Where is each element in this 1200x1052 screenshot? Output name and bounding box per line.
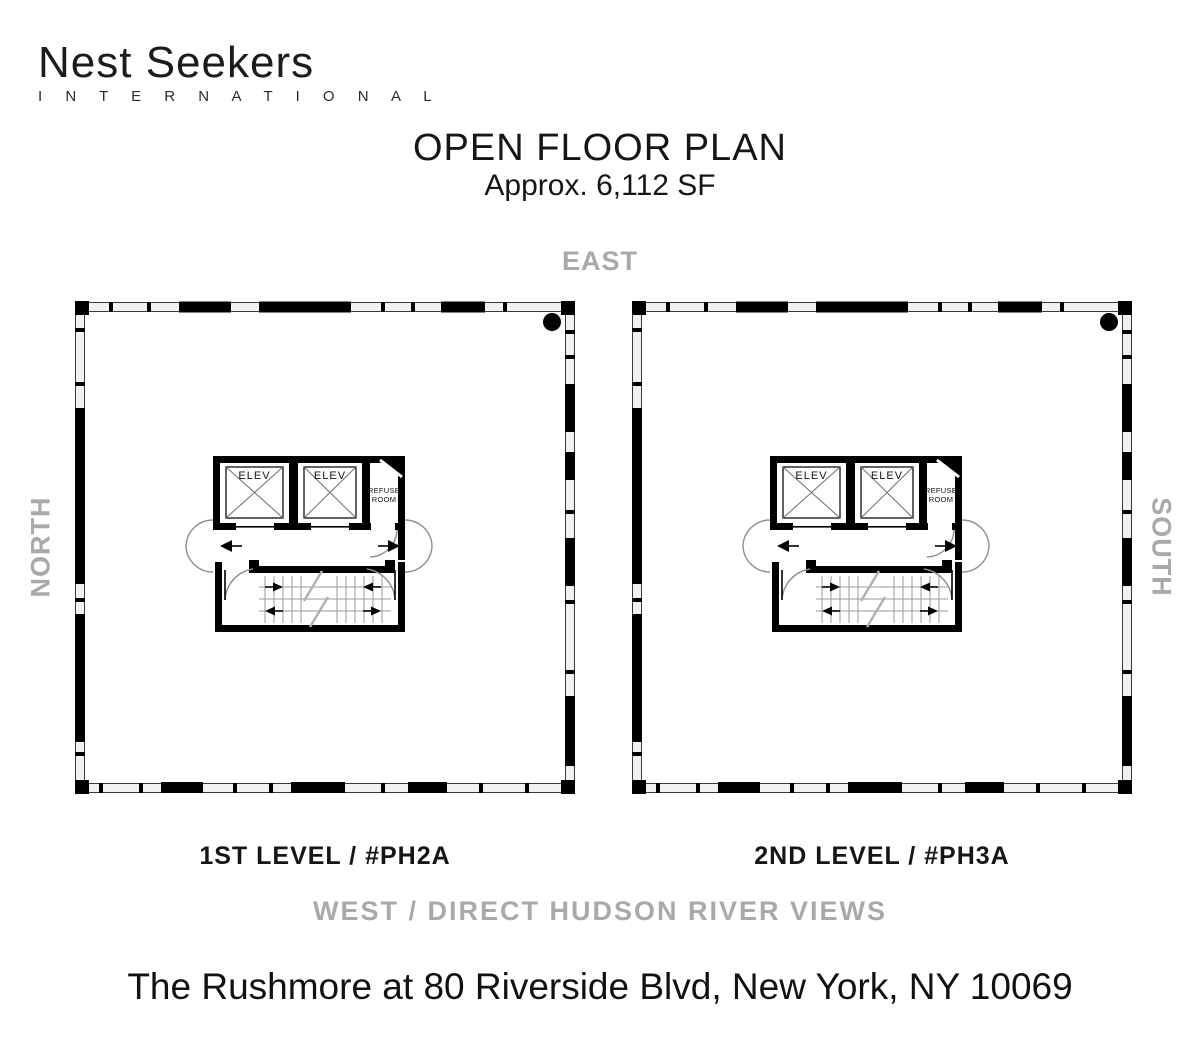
- orientation-west-label: WEST / DIRECT HUDSON RIVER VIEWS: [312, 896, 888, 926]
- floor-plan-drawing-2: [632, 300, 1132, 795]
- page-title: OPEN FLOOR PLAN: [413, 127, 787, 169]
- orientation-south-label: SOUTH: [1146, 497, 1177, 597]
- page-subtitle: Approx. 6,112 SF: [484, 169, 716, 202]
- plan-2-drawing: [632, 301, 1132, 794]
- floor-plan-level-2: [632, 300, 1132, 795]
- plan-1-drawing: [75, 301, 575, 794]
- floor-plan-level-1: [75, 300, 575, 795]
- floor-plan-drawing-1: [75, 300, 575, 795]
- brand-subtitle: I N T E R N A T I O N A L: [38, 88, 442, 106]
- plan-1-caption: 1ST LEVEL / #PH2A: [199, 842, 451, 870]
- orientation-east-label: EAST: [561, 246, 638, 276]
- brand-logo: [38, 40, 441, 105]
- orientation-north-label: NORTH: [25, 496, 56, 598]
- property-address: The Rushmore at 80 Riverside Blvd, New York, NY 10069: [127, 966, 1073, 1007]
- plan-2-caption: 2ND LEVEL / #PH3A: [754, 842, 1010, 870]
- brand-name: Nest Seekers: [38, 38, 315, 87]
